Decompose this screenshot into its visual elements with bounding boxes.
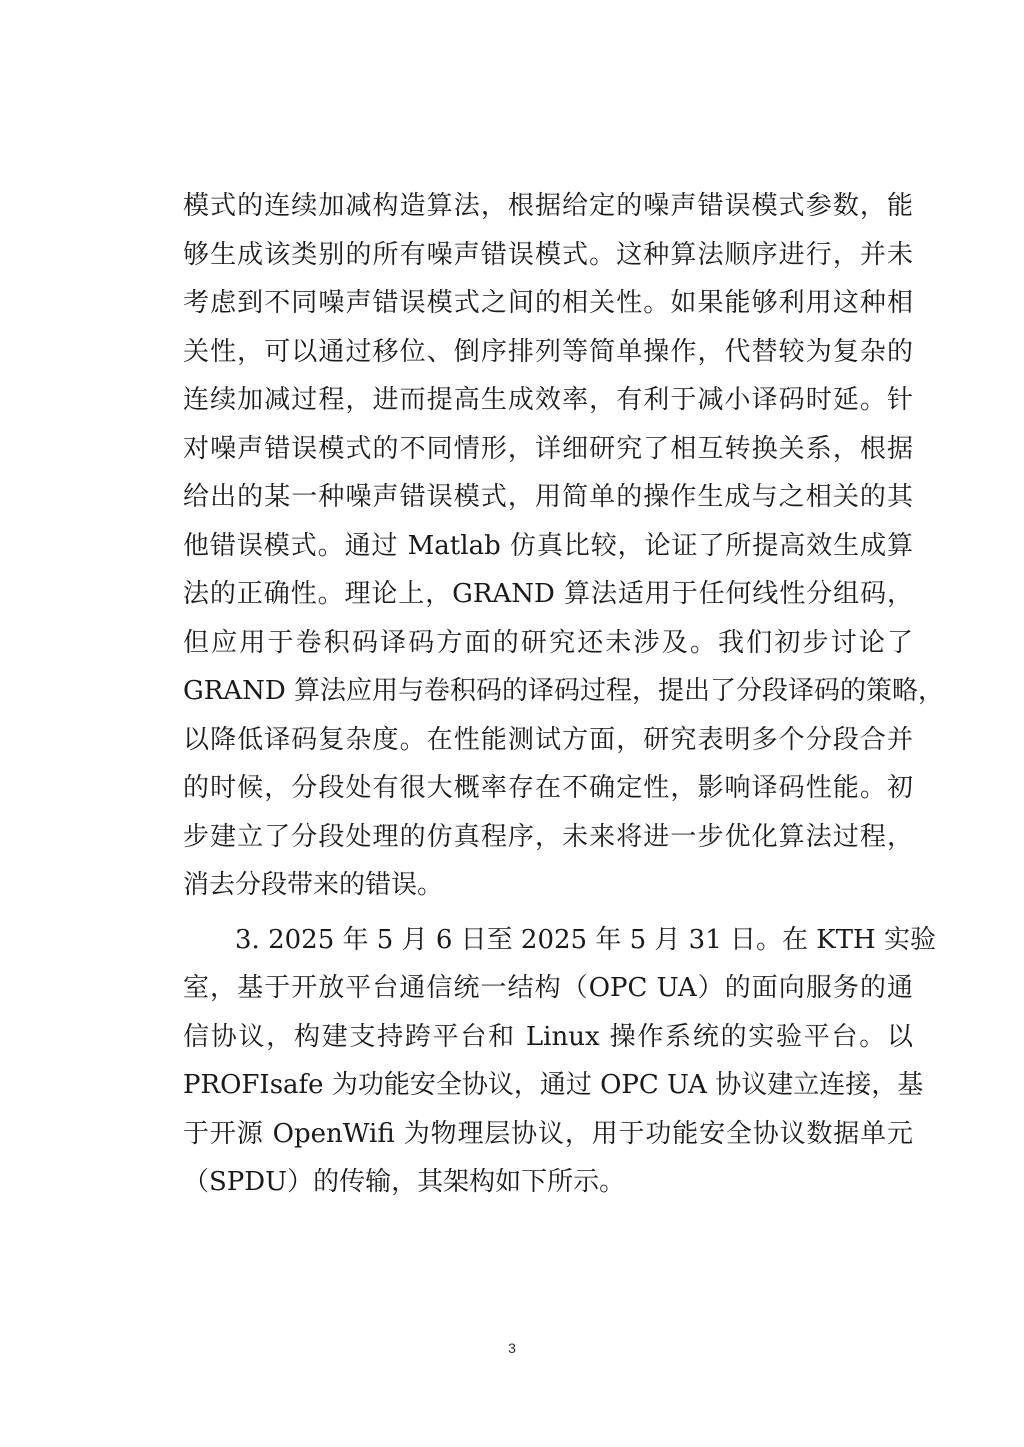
text-line: 法的正确性。理论上，GRAND 算法适用于任何线性分组码，	[183, 579, 913, 609]
text-line: 连续加减过程，进而提高生成效率，有利于减小译码时延。针	[183, 385, 913, 415]
text-line: 步建立了分段处理的仿真程序，未来将进一步优化算法过程，	[183, 821, 913, 852]
text-line: 但应用于卷积码译码方面的研究还未涉及。我们初步讨论了	[183, 627, 913, 658]
text-line: 消去分段带来的错误。	[183, 870, 444, 900]
text-line: 室，基于开放平台通信统一结构（OPC UA）的面向服务的通	[183, 973, 913, 1003]
page-number: 3	[508, 1340, 516, 1356]
text-line: 考虑到不同噪声错误模式之间的相关性。如果能够利用这种相	[183, 288, 913, 318]
text-line: （SPDU）的传输，其架构如下所示。	[183, 1167, 626, 1197]
paragraph-1	[183, 182, 944, 910]
text-line: 模式的连续加减构造算法，根据给定的噪声错误模式参数，能	[183, 191, 913, 221]
paragraph-2	[183, 916, 936, 1207]
text-line: 的时候，分段处有很大概率存在不确定性，影响译码性能。初	[183, 773, 913, 803]
body-text	[183, 182, 944, 1207]
text-line: 够生成该类别的所有噪声错误模式。这种算法顺序进行，并未	[183, 239, 913, 270]
text-line: PROFIsafe 为功能安全协议，通过 OPC UA 协议建立连接，基	[183, 1070, 924, 1100]
text-line: 对噪声错误模式的不同情形，详细研究了相互转换关系，根据	[183, 433, 913, 464]
text-line: 以降低译码复杂度。在性能测试方面，研究表明多个分段合并	[183, 724, 913, 755]
text-line: 关性，可以通过移位、倒序排列等简单操作，代替较为复杂的	[183, 336, 913, 367]
text-line: 于开源 OpenWifi 为物理层协议，用于功能安全协议数据单元	[183, 1118, 913, 1149]
text-line: 信协议，构建支持跨平台和 Linux 操作系统的实验平台。以	[183, 1021, 913, 1052]
text-line: 3. 2025 年 5 月 6 日至 2025 年 5 月 31 日。在 KTH 实验	[235, 924, 936, 955]
text-line: 他错误模式。通过 Matlab 仿真比较，论证了所提高效生成算	[183, 530, 913, 561]
text-line: GRAND 算法应用与卷积码的译码过程，提出了分段译码的策略，	[183, 676, 944, 706]
text-line: 给出的某一种噪声错误模式，用简单的操作生成与之相关的其	[183, 482, 913, 512]
